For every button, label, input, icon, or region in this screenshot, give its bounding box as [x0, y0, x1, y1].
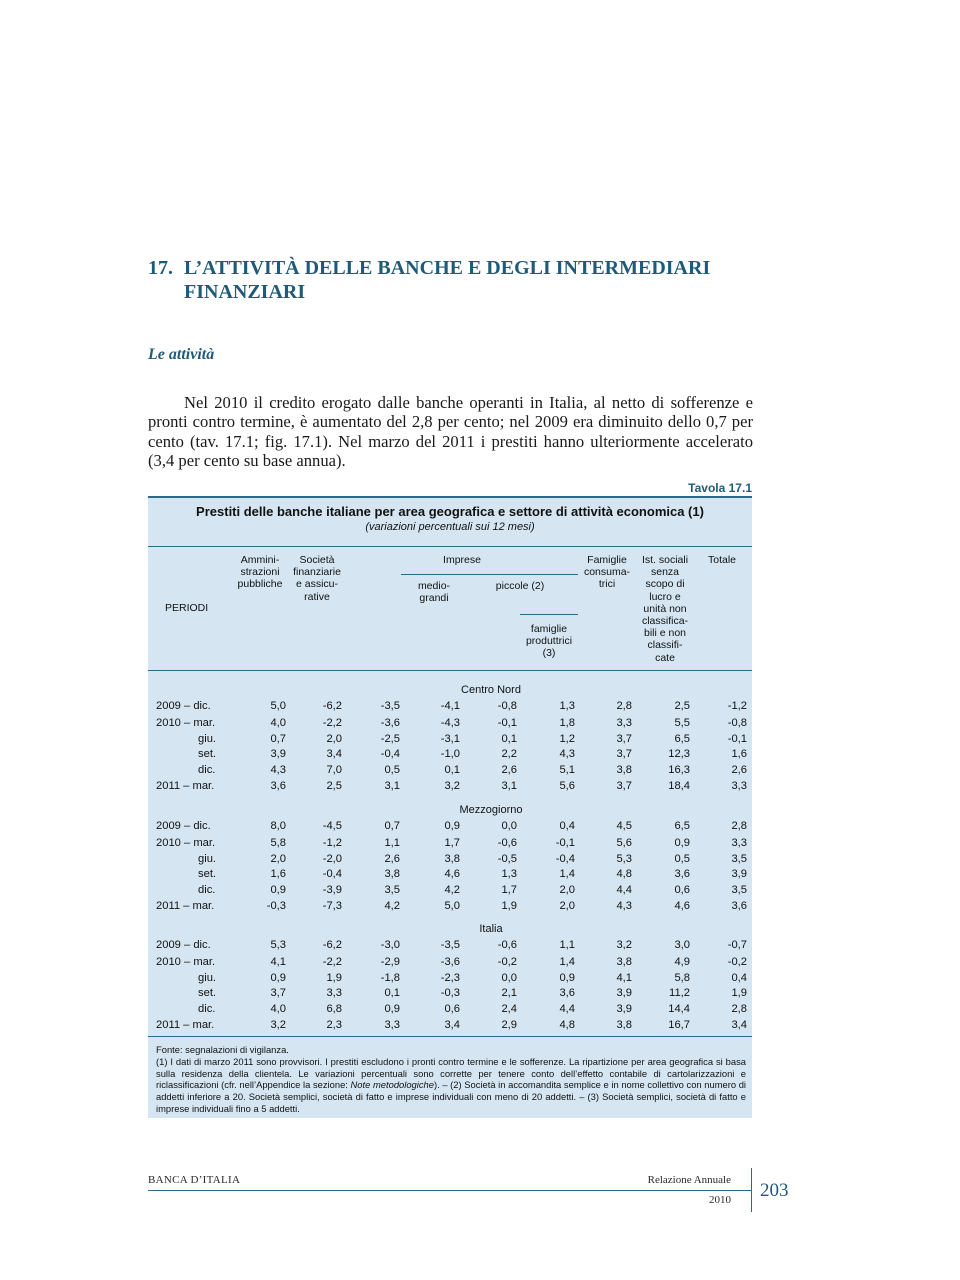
table-cell: -2,3 [440, 971, 460, 984]
table-cell: 5,3 [616, 852, 632, 865]
row-period: set. [198, 868, 217, 880]
table-cell: 4,4 [616, 883, 632, 896]
table-cell: 4,1 [270, 956, 286, 968]
table-cell: 0,1 [444, 763, 460, 776]
table-cell: 4,1 [616, 971, 632, 984]
table-cell: 4,8 [559, 1018, 575, 1031]
table-cell: 3,7 [616, 732, 632, 745]
table-cell: 4,2 [444, 883, 460, 896]
table-cell: -3,0 [380, 939, 400, 951]
table-cell: 5,0 [444, 899, 460, 912]
table-cell: -0,4 [380, 748, 400, 760]
table-row [148, 733, 752, 747]
table-row [148, 780, 752, 794]
table-cell: 5,8 [270, 837, 286, 849]
table-cell: 2,9 [501, 1018, 517, 1031]
table-cell: -6,2 [322, 939, 342, 951]
table-cell: 0,9 [270, 971, 286, 984]
table-cell: 2,5 [326, 779, 342, 792]
table-cell: 4,3 [559, 748, 575, 760]
header-totale: Totale [707, 554, 737, 566]
table-cell: 3,3 [326, 987, 342, 999]
table-cell: 5,6 [559, 779, 575, 792]
table-cell: 4,9 [674, 956, 690, 968]
row-period: 2011 – mar. [156, 779, 215, 792]
table-cell: 3,1 [384, 779, 400, 792]
header-ist-sociali: Ist. sociali senza scopo di lucro e unità non classifica- bili e non classifi- cate [641, 554, 689, 664]
table-cell: 2,8 [616, 700, 632, 712]
table-cell: 3,7 [270, 987, 286, 999]
table-cell: 1,3 [559, 700, 575, 712]
table-cell: 5,0 [270, 700, 286, 712]
table-cell: 5,8 [674, 971, 690, 984]
table-cell: 3,8 [444, 852, 460, 865]
table-cell: 4,3 [616, 899, 632, 912]
table-cell: 1,9 [501, 899, 517, 912]
table-cell: 2,6 [501, 763, 517, 776]
table-cell: 5,3 [270, 939, 286, 951]
row-period: 2010 – mar. [156, 717, 216, 729]
table-cell: 3,0 [674, 939, 690, 951]
table-cell: -4,1 [440, 700, 460, 712]
table-cell: -2,9 [380, 956, 400, 968]
table-row [148, 764, 752, 778]
table-row [148, 939, 752, 953]
table-cell: -0,6 [497, 939, 517, 951]
table-cell: 3,6 [559, 987, 575, 999]
table-cell: -2,2 [322, 956, 342, 968]
header-bottom-rule [148, 670, 752, 671]
table-cell: 3,2 [444, 779, 460, 792]
table-cell: 2,1 [501, 987, 517, 999]
piccole-rule [520, 614, 578, 615]
table-cell: 2,0 [559, 883, 575, 896]
table-cell: -0,2 [727, 956, 747, 968]
table-cell: 2,3 [326, 1018, 342, 1031]
table-title: Prestiti delle banche italiane per area geografica e settore di attività economica (1) [196, 504, 704, 519]
table-cell: 3,2 [270, 1018, 286, 1031]
table-cell: 3,6 [731, 899, 747, 912]
table-cell: 3,2 [616, 939, 632, 951]
row-period: dic. [198, 763, 216, 776]
table-cell: -4,5 [322, 820, 342, 832]
table-cell: -0,4 [555, 852, 575, 865]
table-cell: 3,9 [270, 748, 286, 760]
header-periodi: PERIODI [165, 602, 209, 614]
table-cell: 11,2 [669, 987, 690, 999]
table-cell: 0,4 [559, 820, 575, 832]
table-cell: -2,2 [322, 717, 342, 729]
table-cell: 1,9 [326, 971, 342, 984]
table-cell: 1,1 [384, 837, 400, 849]
table-row [148, 837, 752, 851]
chapter-title [148, 256, 768, 304]
table-cell: 1,7 [501, 883, 517, 896]
table-cell: 4,0 [270, 717, 286, 729]
table-cell: 0,9 [444, 820, 460, 832]
table-cell: 0,4 [731, 971, 747, 984]
table-cell: 14,4 [668, 1002, 690, 1015]
table-row [148, 884, 752, 898]
table-cell: 3,7 [616, 748, 632, 760]
table-cell: 0,7 [384, 820, 400, 832]
table-cell: -0,3 [266, 899, 286, 912]
table-cell: 12,3 [668, 748, 690, 760]
table-cell: 0,9 [559, 971, 575, 984]
table-cell: 3,1 [501, 779, 517, 792]
header-medio-grandi: medio- grandi [417, 580, 451, 605]
table-cell: 2,0 [559, 899, 575, 912]
table-cell: 3,7 [616, 779, 632, 792]
table-cell: 8,0 [270, 820, 286, 832]
table-cell: 16,3 [668, 763, 690, 776]
table-cell: 3,4 [326, 748, 342, 760]
table-cell: 0,5 [384, 763, 400, 776]
table-row [148, 1003, 752, 1017]
footer-divider [751, 1168, 752, 1212]
table-cell: 4,6 [674, 899, 690, 912]
section-label: Centro Nord [461, 684, 521, 696]
row-period: dic. [198, 883, 216, 896]
table-cell: 3,5 [384, 883, 400, 896]
table-row [148, 987, 752, 1001]
table-cell: -0,6 [497, 837, 517, 849]
table-cell: -4,3 [440, 717, 460, 729]
table-cell: 1,1 [559, 939, 575, 951]
table-cell: 0,5 [674, 852, 690, 865]
row-period: set. [198, 748, 217, 760]
table-cell: 3,5 [731, 883, 747, 896]
table-cell: 0,9 [270, 883, 286, 896]
table-cell: 1,4 [559, 868, 575, 880]
table-cell: 3,9 [616, 987, 632, 999]
row-period: 2009 – dic. [156, 820, 211, 832]
footer-report-name: Relazione Annuale [647, 1174, 731, 1186]
table-notes [156, 1044, 746, 1115]
table-cell: 2,0 [326, 732, 342, 745]
intro-paragraph: Nel 2010 il credito erogato dalle banche operanti in Italia, al netto di sofferenze e pronti contro termine, è aumentato del 2,8 per cento; nel 2009 era diminuito dello 0,7 per cento (tav. 17.1; fig. 17.1). Nel marzo del 2011 i prestiti hanno ulteriormente accelerato (3,4 per cento su base annua). [148, 393, 753, 470]
table-cell: -3,1 [440, 732, 460, 745]
table-cell: 0,0 [501, 820, 517, 832]
footer-year: 2010 [709, 1194, 731, 1206]
table-cell: 3,3 [384, 1018, 400, 1031]
table-cell: 4,4 [559, 1002, 575, 1015]
table-row [148, 1019, 752, 1033]
table-cell: 4,8 [616, 868, 632, 880]
table-cell: 3,9 [731, 868, 747, 880]
table-cell: -0,8 [497, 700, 517, 712]
table-cell: 7,0 [326, 763, 342, 776]
table-cell: 3,6 [674, 868, 690, 880]
table-subtitle: (variazioni percentuali sui 12 mesi) [365, 521, 535, 533]
table-cell: 4,2 [384, 899, 400, 912]
table-bottom-rule [148, 1036, 752, 1037]
chapter-title-line2: FINANZIARI [184, 281, 306, 303]
table-cell: 3,4 [731, 1018, 747, 1031]
table-cell: 4,6 [444, 868, 460, 880]
table-cell: -2,0 [322, 852, 342, 865]
row-period: 2009 – dic. [156, 939, 211, 951]
table-cell: -0,1 [497, 717, 517, 729]
section-label: Mezzogiorno [459, 804, 523, 816]
row-period: 2011 – mar. [156, 1018, 215, 1031]
imprese-rule [401, 574, 578, 575]
table-row [148, 748, 752, 762]
table-cell: 6,8 [326, 1002, 342, 1015]
chapter-title-line1: L’ATTIVITÀ DELLE BANCHE E DEGLI INTERMEDIARI [184, 257, 711, 279]
table-cell: -7,3 [322, 899, 342, 912]
table-cell: -2,5 [380, 732, 400, 745]
row-period: giu. [198, 971, 217, 984]
header-famiglie-produttrici: famiglie produttrici (3) [525, 623, 573, 660]
table-cell: 1,4 [559, 956, 575, 968]
table-cell: 6,5 [674, 820, 690, 832]
table-cell: 4,3 [270, 763, 286, 776]
table-cell: 0,9 [674, 837, 690, 849]
table-cell: -1,8 [380, 971, 400, 984]
table-cell: 2,6 [731, 763, 747, 776]
table-cell: 1,3 [501, 868, 517, 880]
table-cell: -1,0 [440, 748, 460, 760]
table-cell: 3,3 [731, 837, 747, 849]
row-period: dic. [198, 1002, 216, 1015]
table-cell: 3,6 [270, 779, 286, 792]
row-period: set. [198, 987, 217, 999]
table-cell: 2,2 [501, 748, 517, 760]
table-cell: -0,8 [727, 717, 747, 729]
table-cell: 3,8 [384, 868, 400, 880]
table-cell: 6,5 [674, 732, 690, 745]
table-cell: -3,9 [322, 883, 342, 896]
table-cell: 2,6 [384, 852, 400, 865]
table-cell: 3,8 [616, 763, 632, 776]
table-row [148, 853, 752, 867]
page-number: 203 [760, 1180, 789, 1201]
table-row [148, 956, 752, 970]
chapter-number: 17. [148, 257, 173, 279]
table-cell: 1,2 [559, 732, 575, 745]
header-amministrazioni: Ammini- strazioni pubbliche [237, 554, 283, 591]
table-cell: 0,7 [270, 732, 286, 745]
table-cell: -3,5 [440, 939, 460, 951]
section-title: Le attività [148, 346, 215, 363]
table-row [148, 900, 752, 914]
section-label: Italia [479, 923, 503, 935]
table-cell: 1,9 [731, 987, 747, 999]
table-cell: 3,5 [731, 852, 747, 865]
table-cell: -1,2 [322, 837, 342, 849]
table-cell: 3,3 [616, 717, 632, 729]
table-cell: 5,1 [559, 763, 575, 776]
table-cell: -0,4 [322, 868, 342, 880]
table-cell: 2,5 [674, 700, 690, 712]
table-cell: 0,6 [674, 883, 690, 896]
table-cell: -1,2 [727, 700, 747, 712]
table-cell: 2,8 [731, 1002, 747, 1015]
table-cell: 3,8 [616, 956, 632, 968]
data-table [148, 496, 752, 1118]
table-cell: -3,6 [440, 956, 460, 968]
table-row [148, 717, 752, 731]
header-piccole: piccole (2) [495, 580, 545, 592]
table-cell: 0,0 [501, 971, 517, 984]
table-cell: -0,1 [555, 837, 575, 849]
table-row [148, 972, 752, 986]
header-top-rule [148, 546, 752, 547]
table-cell: 1,8 [559, 717, 575, 729]
table-row [148, 820, 752, 834]
table-cell: 3,3 [731, 779, 747, 792]
table-cell: -0,7 [727, 939, 747, 951]
table-cell: 3,4 [444, 1018, 460, 1031]
table-row [148, 868, 752, 882]
table-cell: -6,2 [322, 700, 342, 712]
table-cell: -3,6 [380, 717, 400, 729]
row-period: 2010 – mar. [156, 837, 216, 849]
table-cell: 0,1 [501, 732, 517, 745]
header-famiglie-consumatrici: Famiglie consuma- trici [583, 554, 631, 591]
table-cell: 5,5 [674, 717, 690, 729]
table-cell: 2,8 [731, 820, 747, 832]
footer-rule [148, 1190, 752, 1191]
note-text: (1) I dati di marzo 2011 sono provvisori. I prestiti escludono i pronti contro termine e le sofferenze. La ripartizione per area geografica si basa sulla residenza della clientela. Le variazioni percentuali sono corrette per tenere conto dell’effetto contabile di cartolarizzazioni e riclassificazioni (cfr. nell’Appendice la sezione: Note metodologiche). – (2) Società in accomandita semplice e in nome collettivo con numero di addetti inferiore a 20. Società semplici, società di fatto e imprese individuali con meno di 20 addetti. – (3) Società semplici, società di fatto e imprese individuali fino a 5 addetti. [156, 1055, 746, 1114]
note-source: Fonte: segnalazioni di vigilanza. [156, 1044, 289, 1055]
table-cell: 1,6 [270, 868, 286, 880]
table-cell: 1,6 [731, 748, 747, 760]
table-cell: 2,0 [270, 852, 286, 865]
table-row [148, 700, 752, 714]
table-cell: -0,5 [497, 852, 517, 865]
table-cell: 16,7 [668, 1018, 690, 1031]
table-cell: 4,0 [270, 1002, 286, 1015]
table-cell: 3,8 [616, 1018, 632, 1031]
table-cell: 4,5 [616, 820, 632, 832]
row-period: 2009 – dic. [156, 700, 211, 712]
table-cell: -3,5 [380, 700, 400, 712]
row-period: giu. [198, 852, 217, 865]
table-cell: 3,9 [616, 1002, 632, 1015]
table-cell: 18,4 [668, 779, 690, 792]
header-imprese: Imprese [443, 554, 481, 566]
table-cell: -0,1 [727, 732, 747, 745]
table-cell: -0,2 [497, 956, 517, 968]
header-societa: Società finanziarie e assicu- rative [293, 554, 341, 603]
table-cell: 5,6 [616, 837, 632, 849]
row-period: 2011 – mar. [156, 899, 215, 912]
table-cell: -0,3 [440, 987, 460, 999]
row-period: 2010 – mar. [156, 956, 216, 968]
table-cell: 0,9 [384, 1002, 400, 1015]
table-cell: 2,4 [501, 1002, 517, 1015]
table-cell: 0,1 [384, 987, 400, 999]
row-period: giu. [198, 732, 217, 745]
table-label: Tavola 17.1 [688, 481, 752, 495]
table-cell: 1,7 [444, 837, 460, 849]
table-cell: 0,6 [444, 1002, 460, 1015]
footer-publisher: BANCA D’ITALIA [148, 1174, 241, 1186]
